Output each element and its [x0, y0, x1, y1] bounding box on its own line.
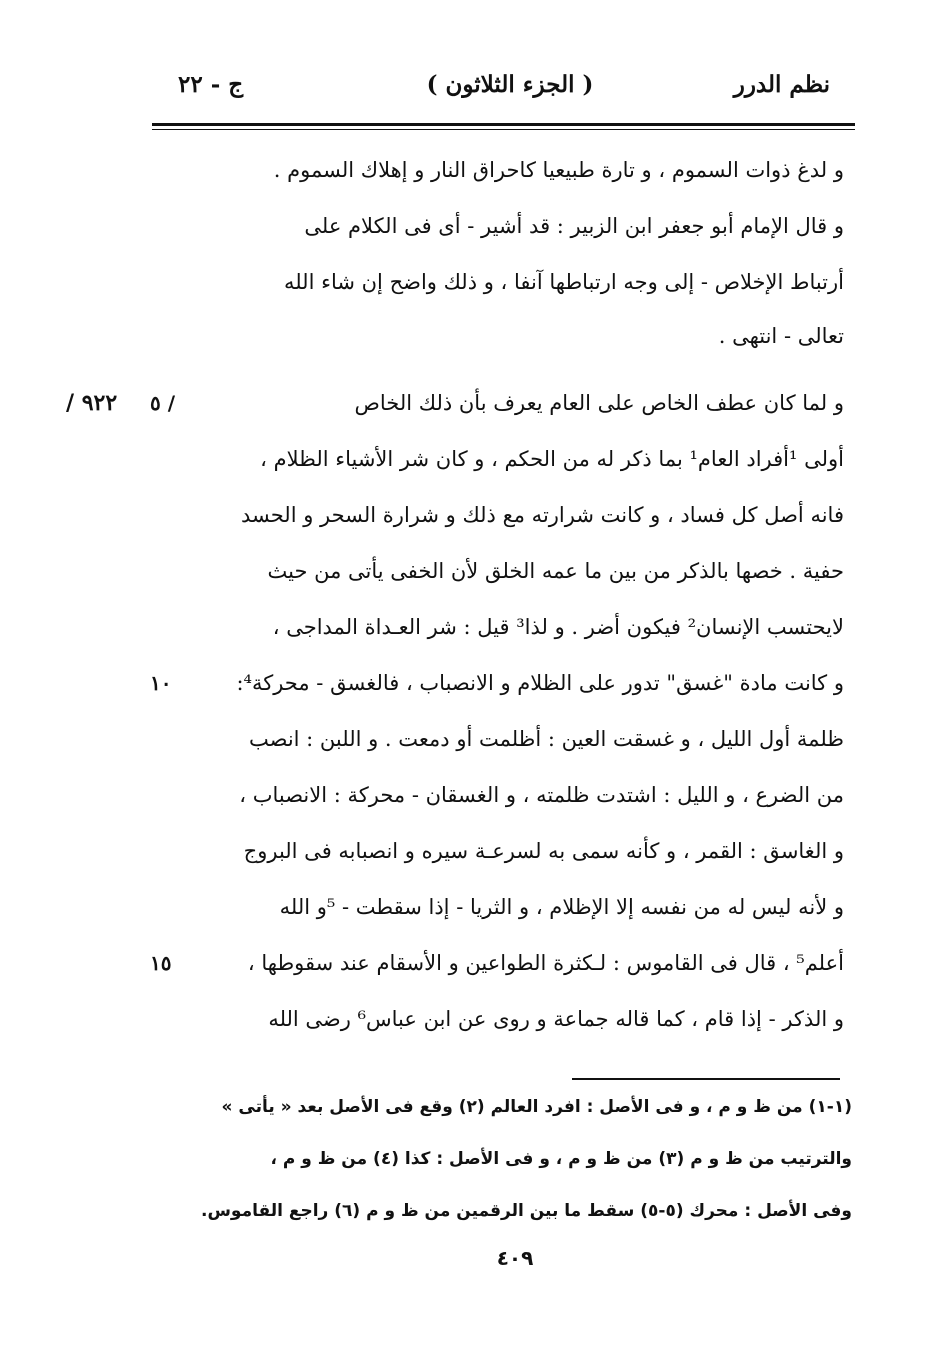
header-volume-label: ج - ٢٢ [178, 71, 244, 98]
body-line: و الغاسق : القمر ، و كأنه سمى به لسرعـة سيره و انصبابه فى البروج [243, 839, 844, 863]
body-line: لايحتسب الإنسان² فيكون أضر . و لذا³ قيل : شر العـداة المداجى ، [272, 615, 844, 639]
body-line: و قال الإمام أبو جعفر ابن الزبير : قد أشير - أى فى الكلام على [304, 214, 844, 238]
margin-line-counter: ١٠ [150, 671, 172, 695]
body-line: ظلمة أول الليل ، و غسقت العين : أظلمت أو دمعت . و اللبن : انصب [249, 727, 844, 751]
body-line: و لما كان عطف الخاص على العام يعرف بأن ذلك الخاص [354, 391, 844, 415]
footnote-line: (١-١) من ظ و م ، و فى الأصل : افرد العالم (٢) وقع فى الأصل بعد « يأتى » [221, 1097, 852, 1117]
footnote-line: وفى الأصل : محرك (٥-٥) سقط ما بين الرقمين من ظ و م (٦) راجع القاموس. [201, 1201, 852, 1221]
header-book-title: نظم الدرر [733, 71, 830, 98]
header-part-title: ( الجزء الثلاثون ) [426, 71, 594, 98]
body-line: و الذكر - إذا قام ، كما قاله جماعة و روى عن ابن عباس⁶ رضى الله [268, 1007, 844, 1031]
body-line: أرتباط الإخلاص - إلى وجه ارتباطها آنفا ، و ذلك واضح إن شاء الله [283, 270, 844, 294]
body-line: فانه أصل كل فساد ، و كانت شرارته مع ذلك و شرارة السحر و الحسد [240, 503, 844, 527]
body-line: و لدغ ذوات السموم ، و تارة طبيعيا كاحراق النار و إهلاك السموم . [273, 158, 844, 182]
body-line: أعلم⁵ ، قال فى القاموس : لـكثرة الطواعين و الأسقام عند سقوطها ، [247, 951, 844, 975]
margin-page-reference: ٩٢٢ / [66, 390, 118, 416]
header-rule-thin [152, 129, 855, 130]
body-line: من الضرع ، و الليل : اشتدت ظلمته ، و الغسقان - محركة : الانصباب ، [239, 783, 844, 807]
page-number: ٤٠٩ [496, 1246, 534, 1270]
body-line: تعالى - انتهى . [718, 324, 844, 348]
body-line: و لأنه ليس له من نفسه إلا الإظلام ، و الثريا - إذا سقطت - ⁵و الله [279, 895, 844, 919]
margin-line-counter: ٥ / [150, 391, 176, 415]
body-line: و كانت مادة "غسق" تدور على الظلام و الانصباب ، فالغسق - محركة⁴: [236, 671, 844, 695]
margin-line-counter: ١٥ [150, 951, 172, 975]
body-line: أولى ¹أفراد العام¹ بما ذكر له من الحكم ، و كان شر الأشياء الظلام ، [260, 447, 844, 471]
body-line: حفية . خصها بالذكر من بين ما عمه الخلق لأن الخفى يأتى من حيث [267, 559, 844, 583]
header-rule-thick [152, 123, 855, 126]
footnote-separator [572, 1078, 840, 1080]
footnote-line: والترتيب من ظ و م (٣) من ظ و م ، و فى الأصل : كذا (٤) من ظ و م ، [270, 1149, 852, 1169]
